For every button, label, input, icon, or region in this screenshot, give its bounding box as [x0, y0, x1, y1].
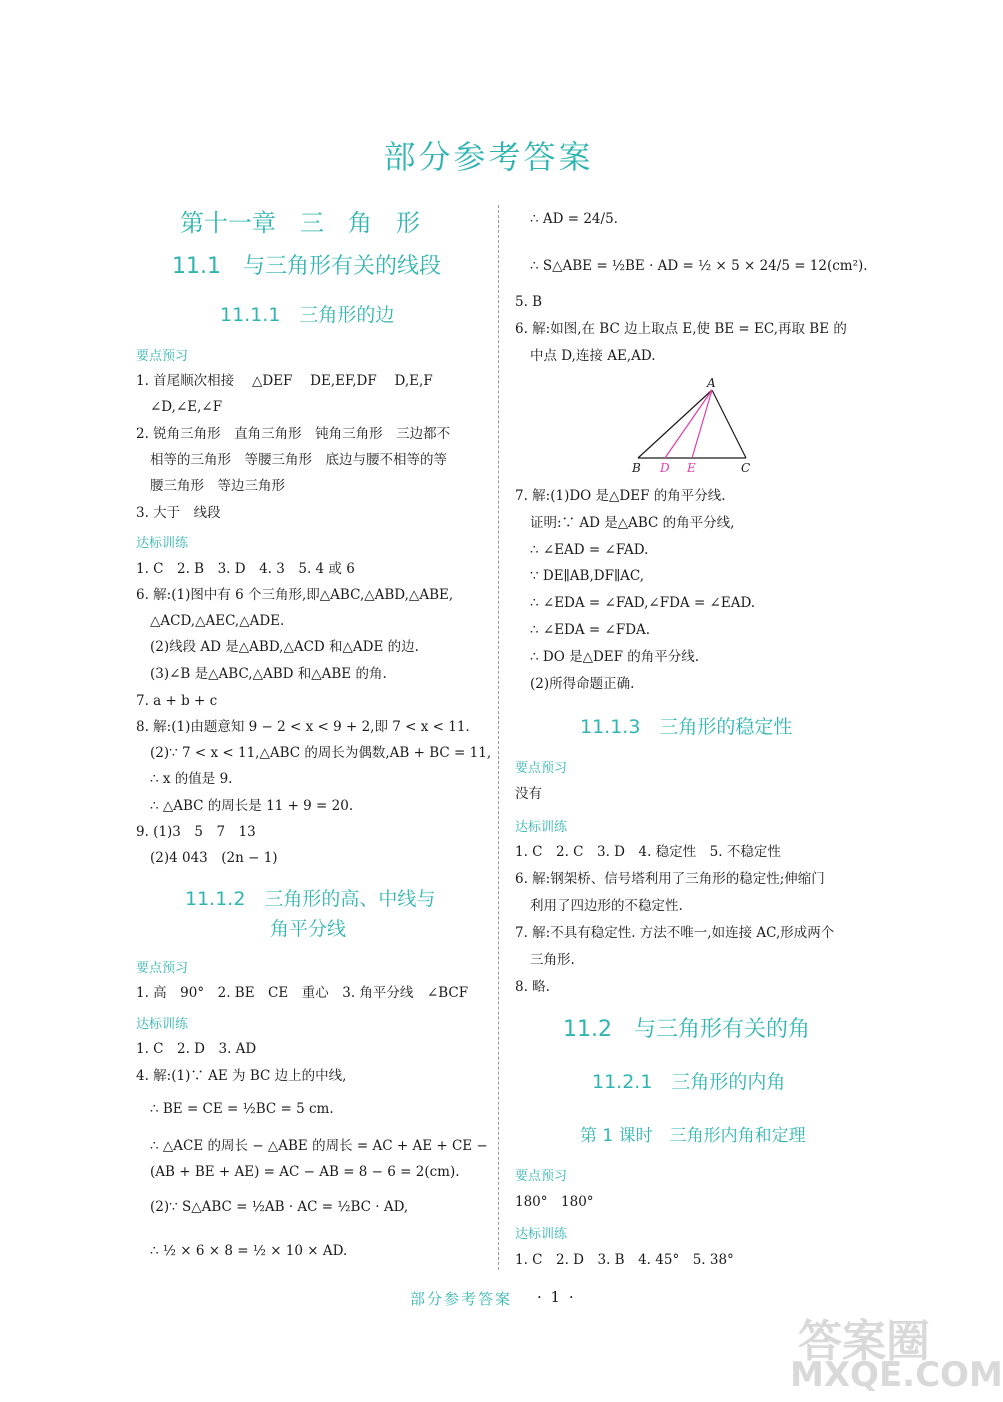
answer-line: ∴ △ABC 的周长是 11 + 9 = 20. [150, 798, 354, 814]
watermark-url: MXQE.COM [790, 1355, 1003, 1395]
footer-title: 部分参考答案 [410, 1290, 513, 1308]
answer-line: 6. 解:钢架桥、信号塔利用了三角形的稳定性;伸缩门 [515, 871, 825, 887]
answer-line: 7. a + b + c [136, 693, 218, 709]
label-practice: 达标训练 [515, 1227, 568, 1242]
answer-line: 7. 解:不具有稳定性. 方法不唯一,如连接 AC,形成两个 [515, 925, 835, 941]
answer-line: 1. 高 90° 2. BE CE 重心 3. 角平分线 ∠BCF [136, 985, 469, 1001]
answer-line: (AB + BE + AE) = AC − AB = 8 − 6 = 2(cm). [150, 1164, 460, 1180]
answer-line: 中点 D,连接 AE,AD. [530, 348, 656, 364]
section-11-1-2-heading: 11.1.2 三角形的高、中线与 [185, 888, 436, 910]
answer-line: (2)∵ 7 < x < 11,△ABC 的周长为偶数,AB + BC = 11, [150, 745, 492, 761]
answer-line: ∵ DE∥AB,DF∥AC, [530, 568, 645, 584]
answer-line: 证明:∵ AD 是△ABC 的角平分线, [530, 515, 735, 531]
section-11-1-1-heading: 11.1.1 三角形的边 [220, 304, 395, 326]
answer-line: 8. 略. [515, 979, 550, 995]
segment-ad [665, 390, 712, 458]
answer-line: 4. 解:(1)∵ AE 为 BC 边上的中线, [136, 1068, 347, 1084]
section-11-1-3-heading: 11.1.3 三角形的稳定性 [580, 716, 793, 738]
answer-line: ∴ △ACE 的周长 − △ABE 的周长 = AC + AE + CE − [150, 1138, 488, 1154]
answer-line: ∴ BE = CE = ½BC = 5 cm. [150, 1101, 334, 1117]
answer-line: 相等的三角形 等腰三角形 底边与腰不相等的等 [150, 452, 447, 468]
point-label-e: E [687, 461, 696, 475]
answer-line: 3. 大于 线段 [136, 505, 221, 521]
section-11-1-heading: 11.1 与三角形有关的线段 [172, 254, 441, 279]
chapter-title: 第十一章 三 角 形 [180, 209, 420, 237]
answer-line: ∴ ∠EDA = ∠FAD,∠FDA = ∠EAD. [530, 595, 756, 611]
triangle-figure [628, 374, 758, 476]
answer-line: 1. C 2. D 3. AD [136, 1041, 257, 1057]
answer-line: 5. B [515, 294, 543, 310]
label-key-points: 要点预习 [515, 761, 568, 776]
label-key-points: 要点预习 [136, 349, 189, 364]
answer-line: (2)所得命题正确. [530, 676, 635, 692]
answer-line: (2)∵ S△ABC = ½AB · AC = ½BC · AD, [150, 1199, 409, 1215]
page-title: 部分参考答案 [383, 138, 594, 176]
section-11-1-2-heading-cont: 角平分线 [270, 918, 347, 940]
label-key-points: 要点预习 [515, 1169, 568, 1184]
answer-line: 腰三角形 等边三角形 [150, 478, 285, 494]
answer-line: ∴ ½ × 6 × 8 = ½ × 10 × AD. [150, 1243, 348, 1259]
page-number: · 1 · [537, 1288, 576, 1306]
answer-line: 利用了四边形的不稳定性. [530, 898, 683, 914]
answer-line: ∴ S△ABE = ½BE · AD = ½ × 5 × 24/5 = 12(cm²). [530, 258, 868, 274]
answer-line: 7. 解:(1)DO 是△DEF 的角平分线. [515, 488, 726, 504]
answer-line: ∠D,∠E,∠F [150, 399, 223, 415]
answer-line: 1. C 2. C 3. D 4. 稳定性 5. 不稳定性 [515, 844, 781, 860]
answer-line: ∴ DO 是△DEF 的角平分线. [530, 649, 700, 665]
answer-line: 三角形. [530, 952, 575, 968]
answer-line: ∴ x 的值是 9. [150, 771, 233, 787]
vertex-label-c: C [741, 461, 751, 475]
label-practice: 达标训练 [136, 1017, 189, 1032]
answer-line: 9. (1)3 5 7 13 [136, 824, 256, 840]
point-label-d: D [660, 461, 670, 475]
section-11-2-heading: 11.2 与三角形有关的角 [563, 1017, 810, 1042]
watermark-logo: 答案圈 [798, 1316, 930, 1367]
answer-line: 8. 解:(1)由题意知 9 − 2 < x < 9 + 2,即 7 < x < 11. [136, 719, 470, 735]
answer-line: 1. 首尾顺次相接 △DEF DE,EF,DF D,E,F [136, 373, 433, 389]
answer-line: (2)4 043 (2n − 1) [150, 850, 278, 866]
answer-line: 2. 锐角三角形 直角三角形 钝角三角形 三边都不 [136, 426, 451, 442]
section-11-2-1-heading: 11.2.1 三角形的内角 [592, 1071, 786, 1093]
segment-ae [692, 390, 712, 458]
label-key-points: 要点预习 [136, 961, 189, 976]
answer-line: (2)线段 AD 是△ABD,△ACD 和△ADE 的边. [150, 639, 419, 655]
answer-line: ∴ ∠EDA = ∠FDA. [530, 622, 651, 638]
label-practice: 达标训练 [136, 536, 189, 551]
vertex-label-a: A [707, 376, 716, 390]
answer-line: 180° 180° [515, 1194, 594, 1210]
label-practice: 达标训练 [515, 820, 568, 835]
answer-line: ∴ AD = 24/5. [530, 211, 618, 227]
column-divider [498, 205, 499, 1270]
answer-line: 1. C 2. B 3. D 4. 3 5. 4 或 6 [136, 561, 355, 577]
lesson-heading: 第 1 课时 三角形内角和定理 [580, 1126, 806, 1146]
answer-line: △ACD,△AEC,△ADE. [150, 613, 285, 629]
answer-line: 没有 [515, 786, 542, 802]
answer-line: 6. 解:(1)图中有 6 个三角形,即△ABC,△ABD,△ABE, [136, 587, 454, 603]
vertex-label-b: B [632, 461, 641, 475]
answer-line: (3)∠B 是△ABC,△ABD 和△ABE 的角. [150, 666, 387, 682]
answer-line: 1. C 2. D 3. B 4. 45° 5. 38° [515, 1252, 734, 1268]
answer-line: ∴ ∠EAD = ∠FAD. [530, 542, 649, 558]
answer-line: 6. 解:如图,在 BC 边上取点 E,使 BE = EC,再取 BE 的 [515, 321, 847, 337]
